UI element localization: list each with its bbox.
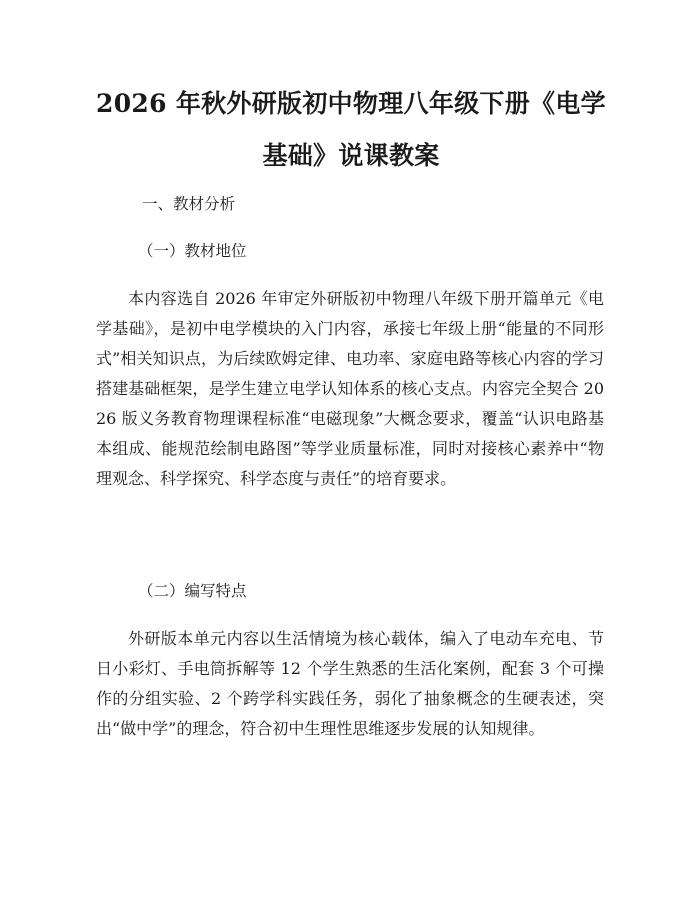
subsection-heading-textbook-position: （一）教材地位 (138, 242, 247, 260)
subsection-heading-writing-features: （二）编写特点 (138, 582, 247, 600)
paragraph-textbook-position: 本内容选自 2026 年审定外研版初中物理八年级下册开篇单元《电学基础》，是初中电学模块的入门内容，承接七年级上册“能量的不同形式”相关知识点，为后续欧姆定律、电功率、家庭电路等核心内容的学习搭建基础框架，是学生建立电学认知体系的核心支点。内容完全契合 2026 版义务教育物理课程标准“电磁现象”大概念要求，覆盖“认识电路基本组成、能规范绘制电路图”等学业质量标准，同时对接核心素养中“物理观念、科学探究、科学态度与责任”的培育要求。 (96, 289, 604, 488)
section-heading-textbook-analysis: 一、教材分析 (142, 195, 236, 213)
paragraph-writing-features: 外研版本单元内容以生活情境为核心载体，编入了电动车充电、节日小彩灯、手电筒拆解等 12 个学生熟悉的生活化案例，配套 3 个可操作的分组实验、2 个跨学科实践任务，弱化了抽象概念的生硬表述，突出“做中学”的理念，符合初中生理性思维逐步发展的认知规律。 (96, 629, 604, 738)
document-title: 2026 年秋外研版初中物理八年级下册《电学基础》说课教案 (96, 89, 606, 170)
